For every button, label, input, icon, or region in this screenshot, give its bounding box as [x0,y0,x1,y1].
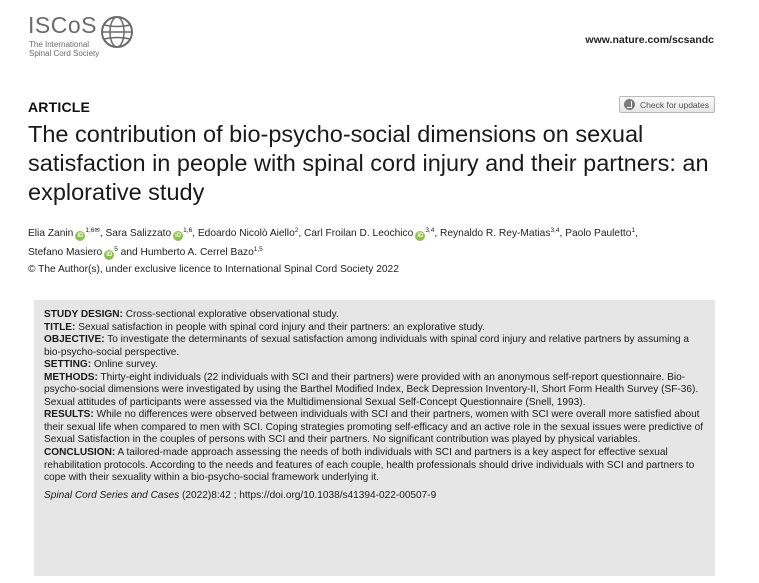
author-entry[interactable]: Reynaldo R. Rey-Matias$^{3,4}$, [440,227,566,239]
globe-icon [100,15,134,49]
author-name: Edoardo Nicolò Aiello [197,228,295,239]
article-title: The contribution of bio-psycho-social dimensions on sexual satisfaction in people with spinal cord injury and their partners: an explorative study [28,121,709,205]
author-name: Sara Salizzato [105,228,172,239]
logo-wordmark: ISCoS [28,12,97,38]
author-list [28,223,728,261]
copyright-notice: © The Author(s), under exclusive licence to International Spinal Cord Society 2022 [28,264,399,275]
author-affiliation: 5 [114,246,118,253]
abstract-title: TITLE: Sexual satisfaction in people with spinal cord injury and their partners: an explorative study. [44,321,485,333]
author-entry[interactable]: Elia Zanin $iD^{1,6✉}$, [28,227,106,239]
author-affiliation: 1,6 [183,227,193,234]
author-affiliation: 1,5 [253,246,263,253]
author-affiliation: 3,4 [550,227,560,234]
logo-subtitle-line1: The International [29,40,90,49]
check-for-updates-button[interactable] [619,96,715,113]
author-name: Stefano Masiero [28,247,103,258]
orcid-icon[interactable]: iD [77,233,84,239]
logo-subtitle-line2: Spinal Cord Society [29,49,100,58]
email-icon[interactable]: ✉ [94,227,100,234]
author-affiliation: 1,6 [85,227,95,234]
orcid-icon[interactable]: iD [175,233,182,239]
journal-url-link[interactable]: www.nature.com/scsandc [585,34,714,46]
author-entry[interactable] [141,247,263,258]
citation-journal: Spinal Cord Series and Cases [44,489,180,501]
abstract-results: RESULTS: While no differences were observed between individuals with SCI and their partners, women with SCI were overall more satisfied about their sexual life when compared to men with SCI. Coping strategies promoting self-efficacy and an active role in the sexual issues were predictive of Sexual Satisfaction in the couples of persons with SCI and their partners. No significant contribution was played by physical variables. [44,409,704,446]
author-affiliation: 2 [294,227,299,234]
author-entry[interactable]: Carl Froilan D. Leochico iD$^{3,4}$, [304,227,441,239]
author-name: Reynaldo R. Rey-Matias [440,228,551,239]
orcid-icon[interactable]: iD [417,233,424,239]
citation-line [44,490,705,503]
citation-doi[interactable]: (2022)8:42 ; https://doi.org/10.1038/s41394-022-00507-9 [182,489,437,501]
author-entry[interactable]: Paolo Pauletto$^1$, [565,227,638,239]
abstract-setting: SETTING: Online survey. [44,359,158,371]
abstract-methods: METHODS: Thirty-eight individuals (22 individuals with SCI and their partners) were provided with an anonymous self-report questionnaire. Bio-psycho-social dimensions were investigated by using the Barthel Modified Index, Beck Depression Inventory-II, Short Form Health Survey (SF-36). Sexual attitudes of participants were assessed via the Multidimensional Sexual Self-Concept Questionnaire (Snell, 1993). [44,371,699,408]
author-joiner: and [120,247,138,258]
author-name: Paolo Pauletto [565,228,632,239]
check-for-updates-label: Check for updates [640,99,709,110]
abstract-study-design: STUDY DESIGN: Cross-sectional explorative observational study. [44,309,339,320]
author-name: Elia Zanin [28,228,74,239]
abstract-conclusion: CONCLUSION: A tailored-made approach assessing the needs of both individuals with SCI and partners is a key aspect for effective sexual rehabilitation protocols. According to the needs and features of each couple, health professionals should drive individuals with SCI and partners to cope with their sexuality within a bio-psycho-social framework underlying it. [44,447,695,484]
author-name: Carl Froilan D. Leochico [304,228,414,239]
abstract-objective: OBJECTIVE: To investigate the determinants of sexual satisfaction among individuals with spinal cord injury and relative partners by assuming a bio-psycho-social perspective. [44,334,690,358]
author-entry[interactable]: Edoardo Nicolò Aiello$^2$, [197,227,305,239]
check-updates-icon [624,99,635,110]
abstract-box [34,300,715,576]
author-entry[interactable] [28,247,121,258]
author-entry[interactable]: Sara Salizzato iD$^{1,6}$, [105,227,198,239]
orcid-icon[interactable]: iD [106,252,113,258]
journal-logo [28,12,138,60]
author-affiliation: 3,4 [425,227,435,234]
author-name: Humberto A. Cerrel Bazo [140,247,254,258]
author-affiliation: 1 [631,227,636,234]
article-type-label: ARTICLE [28,99,91,115]
